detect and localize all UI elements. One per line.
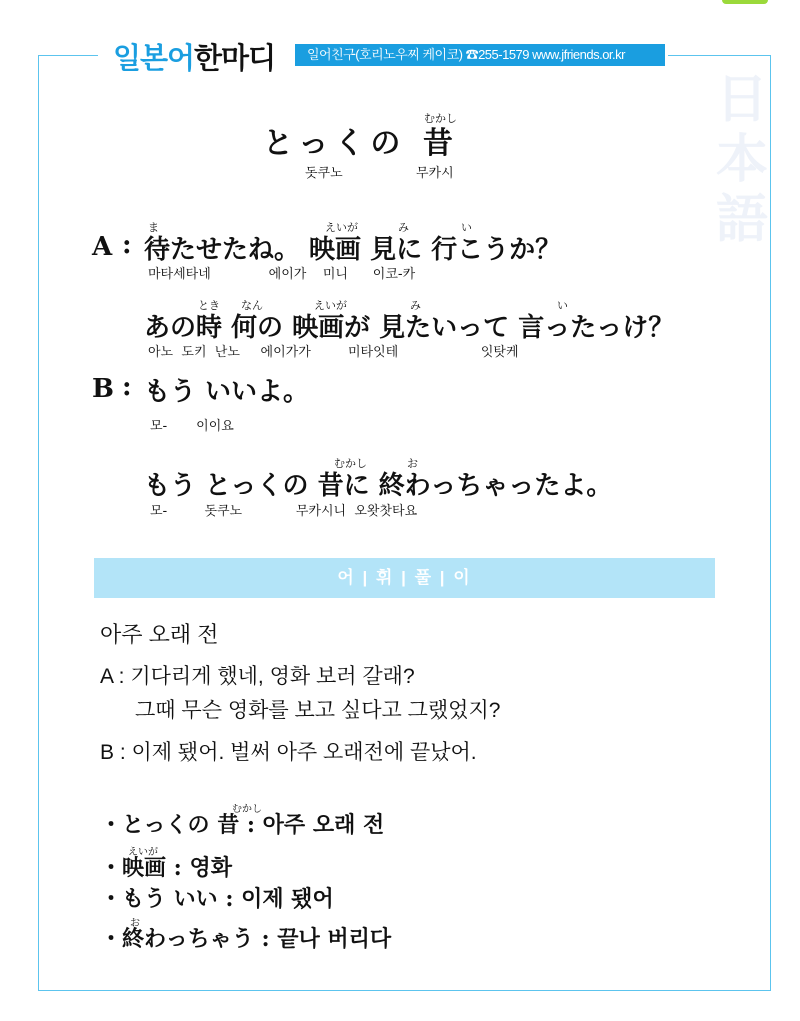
speaker-b-label: B <box>92 374 114 404</box>
title-reading-2: 무카시 <box>416 166 454 181</box>
corner-tab <box>722 0 768 4</box>
info-bar: 일어친구(호리노우찌 케이코) ☎255-1579 www.jfriends.or.kr <box>295 44 665 66</box>
vocab-item-4: ・終わっちゃう : 끝나 버리다 <box>100 926 392 952</box>
vocab-item-3: ・もう いい : 이제 됐어 <box>100 886 334 912</box>
furigana: み <box>410 299 421 312</box>
furigana: なん <box>241 299 263 312</box>
watermark-char-3: 語 <box>715 190 768 250</box>
dialogue-reading-1: 마타세타네 에이가 미니 이코-카 <box>148 267 416 282</box>
vocab-furigana-4: お <box>130 918 140 929</box>
brand-logo <box>113 36 275 77</box>
dialogue-reading-2: 아노 도키 난노 에이가가 미타잇테 잇탓케 <box>148 345 519 360</box>
furigana: み <box>398 221 409 234</box>
furigana: えいが <box>325 221 358 234</box>
vocab-furigana-2: えいが <box>128 847 158 858</box>
speaker-b-colon: : <box>122 372 132 402</box>
watermark-char-2: 本 <box>715 130 768 190</box>
dialogue-reading-3: 모- 이이요 <box>150 419 234 434</box>
vocab-item-1: ・とっくの 昔 : 아주 오래 전 <box>100 812 385 838</box>
furigana: い <box>461 221 472 234</box>
furigana: とき <box>198 299 220 312</box>
vocab-banner: 어 | 휘 | 풀 | 이 <box>94 558 715 598</box>
brand-part1: 일본어 <box>113 41 195 75</box>
speaker-a-label: A <box>92 232 113 262</box>
vocab-item-2: ・映画 : 영화 <box>100 855 232 881</box>
dialogue-line-3: もう いいよ。 <box>144 377 310 407</box>
furigana: えいが <box>314 299 347 312</box>
page-title: とっくの 昔 <box>263 126 459 161</box>
furigana: ま <box>148 221 159 234</box>
watermark <box>712 70 772 250</box>
title-furigana: むかし <box>424 112 457 125</box>
furigana: むかし <box>334 457 367 470</box>
title-reading-1: 돗쿠노 <box>305 166 343 181</box>
dialogue-line-1: 待たせたね。 映画 見に 行こうか？ <box>144 235 562 265</box>
dialogue-reading-4: 모- 돗쿠노 무카시니 오왓찻타요 <box>150 504 418 519</box>
translation-b-line: B : 이제 됐어. 벌써 아주 오래전에 끝났어. <box>100 741 477 764</box>
dialogue-line-4: もう とっくの 昔に 終わっちゃったよ。 <box>144 471 613 501</box>
speaker-a-colon: : <box>122 230 132 260</box>
furigana: お <box>407 457 418 470</box>
furigana: い <box>557 299 568 312</box>
translation-heading: 아주 오래 전 <box>100 622 219 647</box>
translation-a-line-1: A : 기다리게 했네, 영화 보러 갈래? <box>100 665 415 688</box>
dialogue-line-2: あの時 何の 映画が 見たいって 言ったっけ？ <box>144 313 675 343</box>
translation-a-line-2: 그때 무슨 영화를 보고 싶다고 그랬었지? <box>135 699 501 722</box>
brand-part2: 한마디 <box>194 41 276 75</box>
watermark-char-1: 日 <box>715 70 768 130</box>
vocab-furigana-1: むかし <box>232 804 262 815</box>
